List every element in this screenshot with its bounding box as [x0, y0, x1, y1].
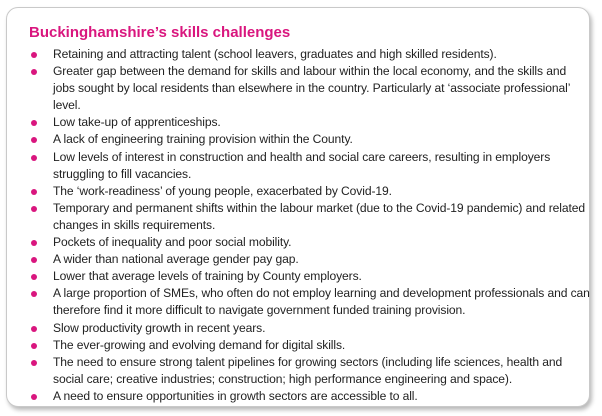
- list-item-text: Low take-up of apprenticeships.: [53, 115, 221, 130]
- list-item-text: Greater gap between the demand for skills and labour within the local economy, and the skills and jobs sought by local residents than elsewhere in the country. Particularly at ‘associate professional’ level.: [53, 64, 570, 113]
- bullet-icon: [31, 343, 37, 349]
- list-item-text: The ever-growing and evolving demand for digital skills.: [53, 337, 346, 352]
- bullet-icon: [31, 394, 37, 400]
- list-item-text: Lower that average levels of training by County employers.: [53, 269, 362, 284]
- list-item-text: The ‘work-readiness’ of young people, exacerbated by Covid-19.: [53, 183, 392, 198]
- challenges-list: [31, 46, 591, 405]
- bullet-icon: [31, 52, 37, 58]
- list-item: [31, 183, 591, 200]
- list-item: [31, 388, 591, 405]
- list-item: [31, 131, 591, 148]
- bullet-icon: [31, 326, 37, 332]
- bullet-icon: [31, 155, 37, 161]
- bullet-icon: [31, 189, 37, 195]
- list-item-text: A wider than national average gender pay gap.: [53, 252, 299, 267]
- list-item: [31, 337, 591, 354]
- list-item-text: Temporary and permanent shifts within the labour market (due to the Covid-19 pandemic) and related changes in skills requirements.: [53, 200, 586, 232]
- list-item: [31, 114, 591, 131]
- bullet-icon: [31, 120, 37, 126]
- list-item: [31, 354, 591, 388]
- skills-challenges-panel: [6, 7, 590, 407]
- list-item-text: The need to ensure strong talent pipelines for growing sectors (including life sciences, health and social care; creative industries; construction; high performance engineering and space).: [53, 354, 563, 386]
- list-item: [31, 251, 591, 268]
- list-item-text: A lack of engineering training provision within the County.: [53, 132, 353, 147]
- panel-title: Buckinghamshire’s skills challenges: [29, 24, 291, 41]
- list-item-text: Slow productivity growth in recent years.: [53, 320, 266, 335]
- list-item: [31, 63, 591, 114]
- list-item: [31, 285, 591, 319]
- list-item: [31, 234, 591, 251]
- list-item: [31, 320, 591, 337]
- list-item: [31, 46, 591, 63]
- list-item-text: Pockets of inequality and poor social mobility.: [53, 235, 292, 250]
- bullet-icon: [31, 274, 37, 280]
- bullet-icon: [31, 69, 37, 75]
- bullet-icon: [31, 206, 37, 212]
- list-item-text: A need to ensure opportunities in growth sectors are accessible to all.: [53, 388, 418, 403]
- list-item-text: Retaining and attracting talent (school leavers, graduates and high skilled residents).: [53, 47, 497, 61]
- bullet-icon: [31, 240, 37, 246]
- bullet-icon: [31, 360, 37, 366]
- bullet-icon: [31, 257, 37, 263]
- bullet-icon: [31, 291, 37, 297]
- list-item: [31, 268, 591, 285]
- list-item-text: Low levels of interest in construction and health and social care careers, resulting in employers struggling to fill vacancies.: [53, 149, 551, 181]
- list-item: [31, 149, 591, 183]
- list-item: [31, 200, 591, 234]
- bullet-icon: [31, 137, 37, 143]
- list-item-text: A large proportion of SMEs, who often do not employ learning and development professionals and can therefore find it more difficult to navigate government funded training provision.: [53, 286, 590, 318]
